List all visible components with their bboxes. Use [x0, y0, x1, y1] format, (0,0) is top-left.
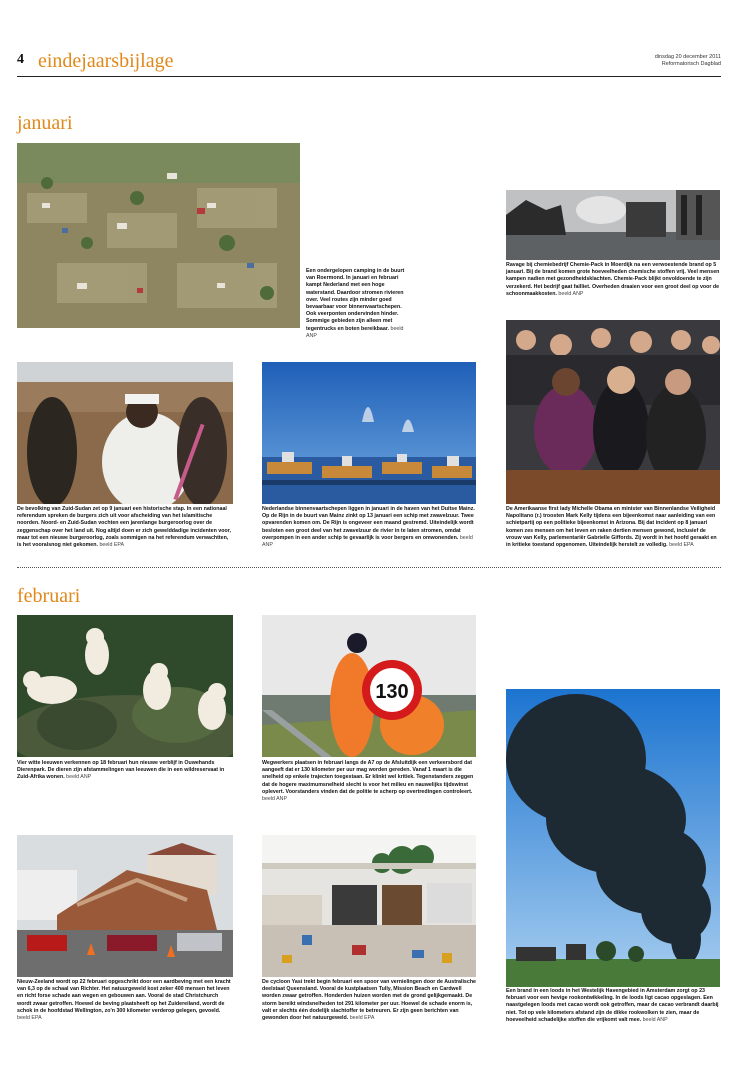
photo-credit: beeld ANP — [262, 534, 473, 549]
caption-chemie-pack-text: Ravage bij chemiebedrijf Chemie-Pack in Moerdijk na een verwoestende brand op 5 januari. Bij de brand komen grote hoeveelheden chemische stoffen vrij. Veel mensen kampen nadien met gezondheidsklachten. Chemie-Pack blijkt onvoldoende te zijn verzekerd. Het bedrijf gaat failliet. Overheden draaien voor een groot deel op voor de schoonmaakkosten. — [506, 262, 720, 297]
photo-credit: beeld EPA — [349, 1015, 375, 1022]
caption-sudan-text: De bevolking van Zuid-Sudan zet op 9 januari een historische stap. In een nationaal referendum spreken de burgers zich uit voor afscheiding van het islamitische noorden. Noord- en Zuid-Sudan vochten een jarenlange burgeroorlog over de zeggenschap over het land uit. Nog altijd doen er zich gewelddadige incidenten voor, maar tot een nieuwe burgeroorlog, zoals sommigen na het referendum verwachtten, is het vooralsnog niet gekomen. — [17, 506, 231, 549]
photo-credit: beeld ANP — [558, 290, 584, 297]
page-dateline — [655, 54, 721, 68]
caption-sudan — [17, 506, 233, 549]
caption-fire — [506, 988, 720, 1024]
caption-fire-text: Een brand in een loods in het Westelijk Havengebied in Amsterdam zorgt op 23 februari voor een hevige rookontwikkeling. In de loods ligt cacao opgeslagen. Een naastgelegen loods met cacao wordt ook getroffen, maar de cacao verbrandt daarbij niet. Tot op vele kilometers afstand zijn de dikke rookwolken te zien, maar de hoeveelheid schadelijke stoffen die vrijkomt valt mee. — [506, 988, 719, 1023]
caption-ships-text: Nederlandse binnenvaartschepen liggen in januari in de haven van het Duitse Mainz. Op de Rijn in de buurt van Mainz zinkt op 13 januari een schip met zwavelzuur. Twee opvarenden komen om. De Rijn is ongeveer een maand gestremd. Uiteindelijk wordt besloten een groot deel van het zwavelzuur de rivier in te laten stromen, omdat overpompen in een ander schip te gevaarlijk is voor bergers en omwonenden. — [262, 506, 475, 541]
photo-credit: beeld ANP — [66, 774, 92, 781]
photo-flooded-camping — [17, 143, 300, 328]
photo-credit: beeld EPA — [669, 542, 694, 549]
section-title: eindejaarsbijlage — [38, 50, 174, 72]
caption-lions-text: Vier witte leeuwen verkennen op 18 februari hun nieuwe verblijf in Ouwehands Dierenpark. De dieren zijn afstammelingen van leeuwen die in een wildreservaat in Zuid-Afrika wonen. — [17, 760, 225, 781]
photo-credit: beeld EPA — [99, 542, 125, 549]
speed-sign-text: 130 — [375, 681, 409, 703]
photo-ships-mainz — [262, 362, 476, 504]
date-text: dinsdag 20 december 2011 — [654, 54, 721, 60]
photo-speed-sign-workers — [262, 615, 476, 757]
header-rule — [17, 76, 721, 77]
caption-ships — [262, 506, 476, 549]
caption-cyclone-yasi — [262, 979, 476, 1022]
photo-christchurch-earthquake — [17, 835, 233, 977]
photo-smoke-amsterdam — [506, 689, 720, 987]
caption-obama — [506, 506, 720, 549]
photo-south-sudan-referendum — [17, 362, 233, 504]
photo-white-lions — [17, 615, 233, 757]
month-divider — [17, 567, 721, 568]
caption-obama-text: De Amerikaanse first lady Michelle Obama en minister van Binnenlandse Veiligheid Napolitano (r.) troosten Mark Kelly tijdens een bijeenkomst naar aanleiding van een schietpartij op een politieke bijeenkomst in Arizona. Bij dat incident op 8 januari komen zes mensen om het leven en raken dertien mensen gewond, inclusief de vrouw van Kelly, parlementariër Gabrielle Giffords. Zij wordt in het hoofd geraakt en in kritieke toestand opgenomen. Uiteindelijk herstelt ze volledig. — [506, 506, 717, 549]
month-heading-februari: februari — [17, 585, 81, 607]
photo-chemie-pack-ruins — [506, 190, 720, 260]
photo-credit: beeld ANP — [642, 1016, 668, 1023]
caption-chemie-pack — [506, 262, 720, 298]
caption-camping — [306, 268, 408, 340]
caption-new-zealand — [17, 979, 233, 1022]
page-number: 4 — [17, 52, 24, 67]
caption-cyclone-yasi-text: De cycloon Yasi trekt begin februari een spoor van vernielingen door de Australische deelstaat Queensland. Vooral de kustplaatsen Tully, Mission Beach en Cardwell worden zwaar getroffen. Honderden huizen worden met de grond gelijkgemaakt. De storm bereikt windsnelheden tot 291 kilometer per uur. Hoewel de schade enorm is, valt er slechts één dodelijk slachtoffer te betreuren. Er zijn geen berichten van gewonden door het natuurgeweld. — [262, 979, 476, 1022]
photo-cyclone-yasi-damage — [262, 835, 476, 977]
photo-credit: beeld ANP — [306, 325, 404, 339]
photo-credit: beeld EPA — [17, 1015, 42, 1022]
photo-michelle-obama-napolitano — [506, 320, 720, 504]
month-heading-januari: januari — [17, 112, 73, 134]
caption-sign-text: Wegwerkers plaatsen in februari langs de A7 op de Afsluitdijk een verkeersbord dat aangeeft dat er 130 kilometer per uur mag worden gereden. Vanaf 1 maart is die snelheid op enkele trajecten toegestaan. Er klinkt wel kritiek. Tegenstanders zeggen dat de hogere maximumsnelheid slecht is voor het milieu en nauwelijks tijdswinst oplevert. Voorstanders vinden dat de politie te scherp op overtredingen controleert. — [262, 760, 474, 795]
caption-sign — [262, 760, 476, 803]
caption-camping-text: Een ondergelopen camping in de buurt van Roermond. In januari en februari kampt Nederland met een hoge waterstand. Daardoor stromen rivieren over. Veel routes zijn minder goed bevaarbaar voor binnenvaartschepen. Ook veerponten ondervinden hinder. Sommige gebieden zijn alleen met tegentrucks en boten bereikbaar. — [306, 268, 405, 332]
photo-credit: beeld ANP — [262, 796, 288, 803]
caption-lions — [17, 760, 233, 782]
caption-new-zealand-text: Nieuw-Zeeland wordt op 22 februari opgeschrikt door een aardbeving met een kracht van 6,3 op de schaal van Richter. Het natuurgeweld kost zeker 400 mensen het leven en richt forse schade aan wegen en gebouwen aan. Vooral de stad Christchurch wordt zwaar getroffen. Hoewel de beving plaatsheeft op het Zuidereiland, wordt de schok in de hoofdstad Wellington, zo'n 300 kilometer verderop gelegen, gevoeld. — [17, 979, 231, 1014]
newspaper-name: Reformatorisch Dagblad — [661, 61, 721, 67]
